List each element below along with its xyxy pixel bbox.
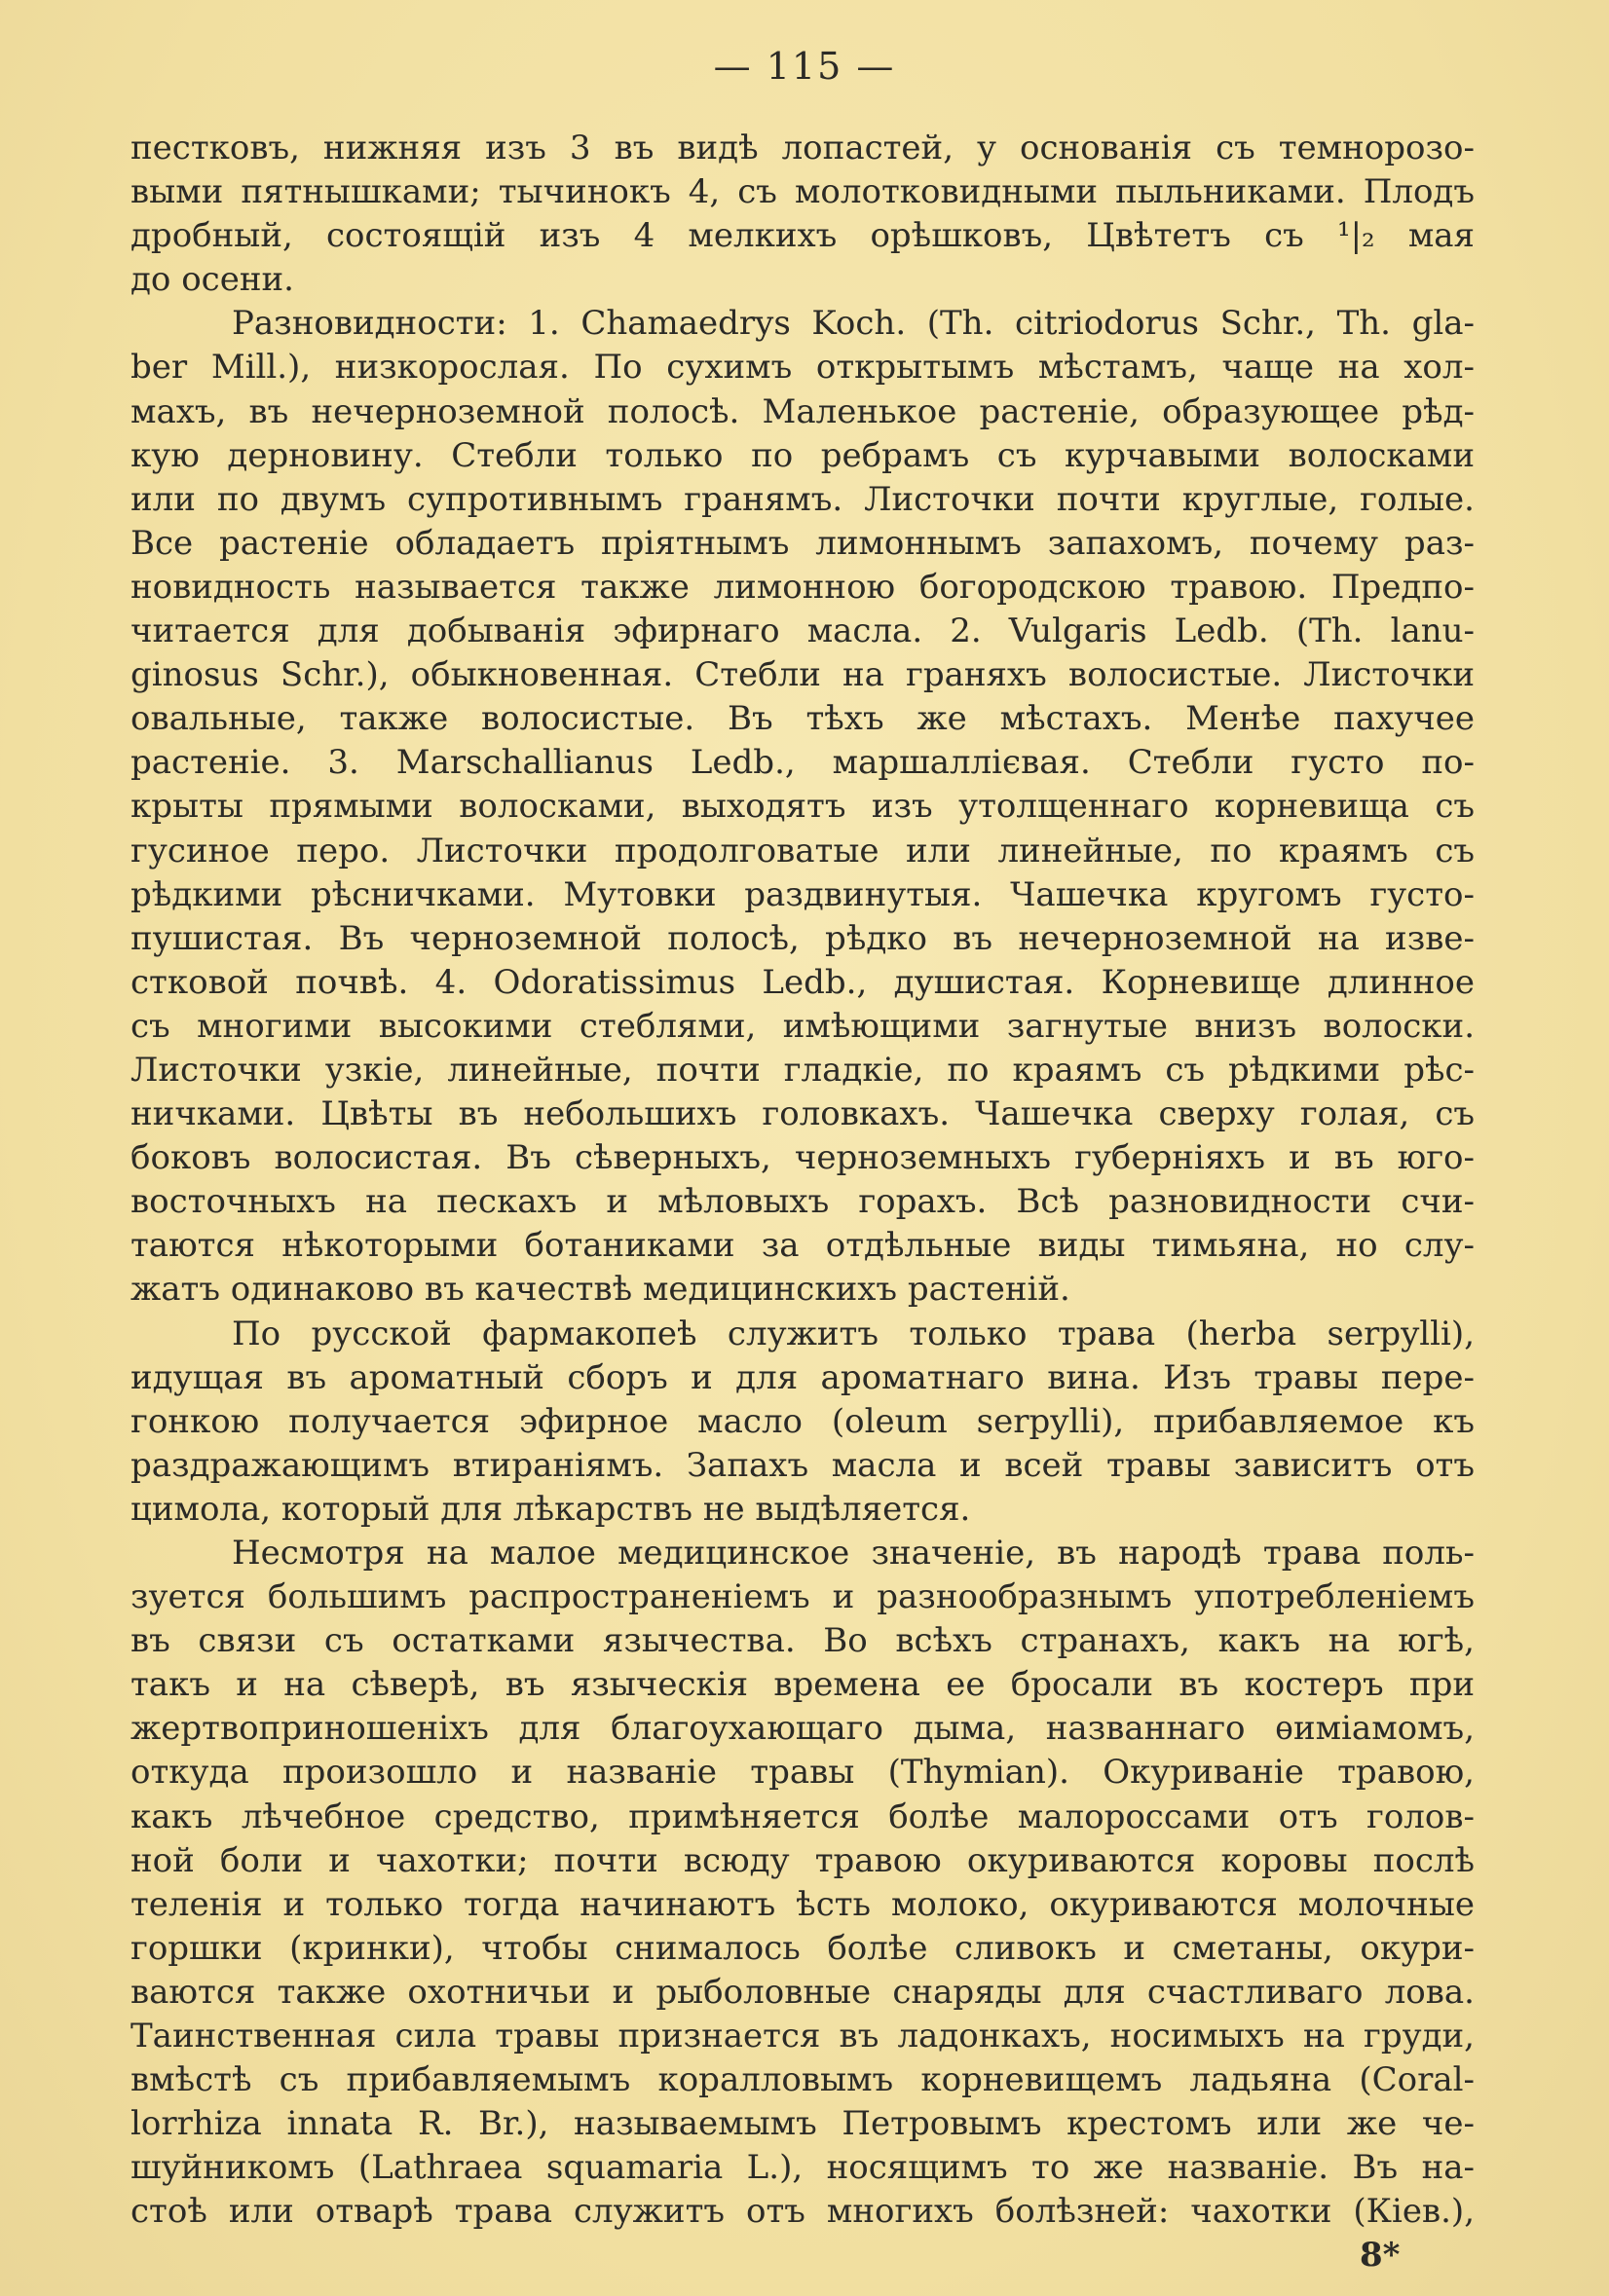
text-line: въ связи съ остатками язычества. Во всѣхъ странахъ, какъ на югѣ, xyxy=(131,1621,1475,1661)
text-line: зуется большимъ распространеніемъ и разнообразнымъ употребленіемъ xyxy=(131,1577,1475,1617)
text-line: восточныхъ на пескахъ и мѣловыхъ горахъ. Всѣ разновидности счи- xyxy=(131,1182,1475,1222)
text-line: ber Mill.), низкорослая. По сухимъ открытымъ мѣстамъ, чаще на хол- xyxy=(131,348,1475,388)
page-number: — 115 — xyxy=(713,45,896,88)
text-line: Все растеніе обладаетъ пріятнымъ лимоннымъ запахомъ, почему раз- xyxy=(131,523,1475,563)
text-line: боковъ волосистая. Въ сѣверныхъ, черноземныхъ губерніяхъ и въ юго- xyxy=(131,1138,1475,1178)
text-line: читается для добыванія эфирнаго масла. 2. Vulgaris Ledb. (Th. lanu- xyxy=(131,611,1475,651)
text-line: раздражающимъ втираніямъ. Запахъ масла и всей травы зависитъ отъ xyxy=(131,1445,1475,1485)
text-line: съ многими высокими стеблями, имѣющими загнутые внизъ волоски. xyxy=(131,1006,1475,1046)
text-line: гонкою получается эфирное масло (oleum serpylli), прибавляемое къ xyxy=(131,1401,1475,1441)
text-line: Разновидности: 1. Chamaedrys Koch. (Th. citriodorus Schr., Th. gla- xyxy=(232,304,1475,344)
text-line: цимола, который для лѣкарствъ не выдѣляется. xyxy=(131,1489,971,1529)
text-line: идущая въ ароматный сборъ и для ароматнаго вина. Изъ травы пере- xyxy=(131,1357,1475,1397)
text-line: шуйникомъ (Lathraea squamaria L.), носящимъ то же названіе. Въ на- xyxy=(131,2148,1475,2188)
text-line: таются нѣкоторыми ботаниками за отдѣльные виды тимьяна, но слу- xyxy=(131,1226,1475,1266)
text-line: Листочки узкіе, линейные, почти гладкіе, по краямъ съ рѣдкими рѣс- xyxy=(131,1050,1475,1090)
text-line: новидность называется также лимонною богородскою травою. Предпо- xyxy=(131,567,1475,607)
signature-mark: 8* xyxy=(1360,2236,1401,2275)
text-line: растеніе. 3. Marschallianus Ledb., маршаллієвая. Стебли густо по- xyxy=(131,743,1475,783)
text-line: дробный, состоящій изъ 4 мелкихъ орѣшковъ, Цвѣтетъ съ ¹|₂ мая xyxy=(131,216,1475,256)
text-line: крыты прямыми волосками, выходятъ изъ утолщеннаго корневища съ xyxy=(131,787,1475,827)
text-line: гусиное перо. Листочки продолговатые или линейные, по краямъ съ xyxy=(131,831,1475,870)
text-line: рѣдкими рѣсничками. Мутовки раздвинутыя. Чашечка кругомъ густо- xyxy=(131,874,1475,914)
text-line: По русской фармакопеѣ служитъ только трава (herba serpylli), xyxy=(232,1314,1475,1353)
text-line: кую дерновину. Стебли только по ребрамъ съ курчавыми волосками xyxy=(131,435,1475,475)
text-line: ной боли и чахотки; почти всюду травою окуриваются коровы послѣ xyxy=(131,1840,1475,1880)
text-line: стковой почвѣ. 4. Odoratissimus Ledb., душистая. Корневище длинное xyxy=(131,962,1475,1002)
text-line: жатъ одинаково въ качествѣ медицинскихъ растеній. xyxy=(131,1270,1070,1310)
text-line: ничками. Цвѣты въ небольшихъ головкахъ. Чашечка сверху голая, съ xyxy=(131,1094,1475,1134)
text-line: теленія и только тогда начинаютъ ѣсть молоко, окуриваются молочные xyxy=(131,1884,1475,1924)
text-line: овальные, также волосистые. Въ тѣхъ же мѣстахъ. Менѣе пахучее xyxy=(131,699,1475,739)
text-line: Несмотря на малое медицинское значеніе, въ народѣ трава поль- xyxy=(232,1534,1475,1573)
text-line: горшки (кринки), чтобы снималось болѣе сливокъ и сметаны, окури- xyxy=(131,1928,1475,1968)
text-line: Таинственная сила травы признается въ ладонкахъ, носимыхъ на груди, xyxy=(131,2017,1475,2056)
text-line: пестковъ, нижняя изъ 3 въ видѣ лопастей, у основанія съ темнорозо- xyxy=(131,129,1475,167)
text-line: стоѣ или отварѣ трава служитъ отъ многихъ болѣзней: чахотки (Кіев.), xyxy=(131,2192,1475,2232)
text-line: вмѣстѣ съ прибавляемымъ коралловымъ корневищемъ ладьяна (Coral- xyxy=(131,2060,1475,2100)
body-text xyxy=(131,127,1475,2235)
text-line: какъ лѣчебное средство, примѣняется болѣе малороссами отъ голов- xyxy=(131,1796,1475,1836)
text-line: ginosus Schr.), обыкновенная. Стебли на граняхъ волосистые. Листочки xyxy=(131,655,1475,695)
text-line: пушистая. Въ черноземной полосѣ, рѣдко въ нечерноземной на изве- xyxy=(131,918,1475,958)
text-line: такъ и на сѣверѣ, въ языческія времена ее бросали въ костеръ при xyxy=(131,1665,1475,1705)
text-line: откуда произошло и названіе травы (Thymian). Окуриваніе травою, xyxy=(131,1753,1475,1793)
text-line: жертвоприношеніхъ для благоухающаго дыма, названнаго ѳиміамомъ, xyxy=(131,1709,1475,1749)
text-line: до осени. xyxy=(131,260,294,300)
text-line: lorrhiza innata R. Br.), называемымъ Петровымъ крестомъ или же че- xyxy=(131,2104,1475,2144)
text-line: махъ, въ нечерноземной полосѣ. Маленькое растеніе, образующее рѣд- xyxy=(131,391,1475,431)
text-line: или по двумъ супротивнымъ гранямъ. Листочки почти круглые, голые. xyxy=(131,479,1475,519)
text-line: ваются также охотничьи и рыболовные снаряды для счастливаго лова. xyxy=(131,1972,1475,2012)
text-line: выми пятнышками; тычинокъ 4, съ молотковидными пыльниками. Плодъ xyxy=(131,172,1475,212)
